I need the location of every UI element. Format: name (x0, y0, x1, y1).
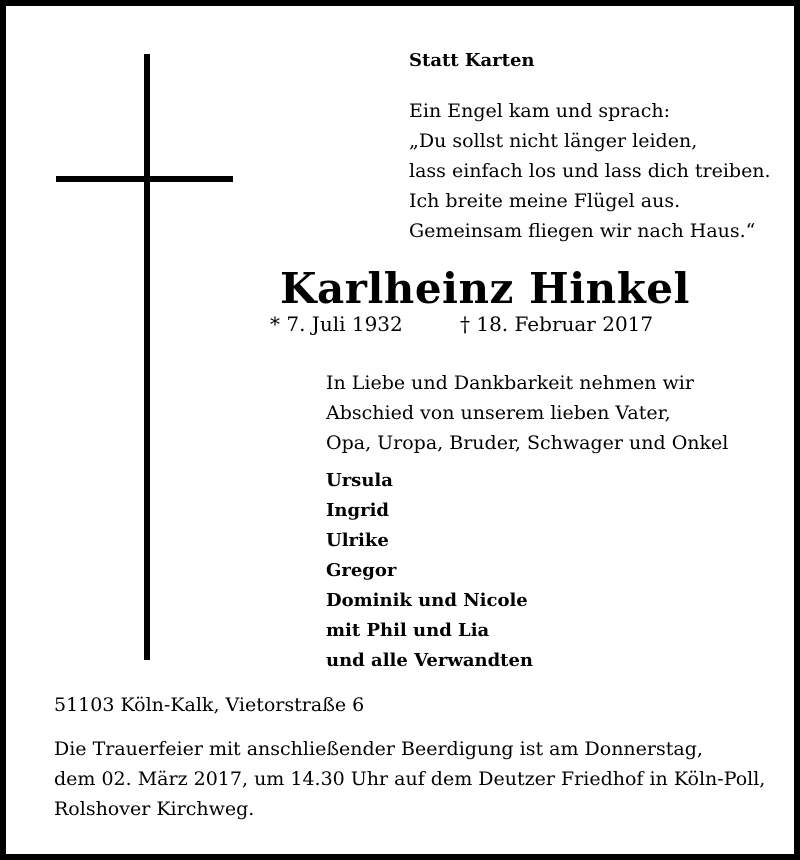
poem-line: lass einfach los und lass dich treiben. (409, 160, 771, 182)
mourner-name: Gregor (326, 560, 397, 581)
farewell-line: Opa, Uropa, Bruder, Schwager und Onkel (326, 432, 729, 454)
ceremony-line: Rolshover Kirchweg. (54, 798, 255, 820)
death-date: † 18. Februar 2017 (460, 312, 654, 336)
poem-line: Gemeinsam fliegen wir nach Haus.“ (409, 220, 756, 242)
poem-line: Ein Engel kam und sprach: (409, 100, 671, 122)
mourner-name: und alle Verwandten (326, 650, 534, 671)
poem-line: Ich breite meine Flügel aus. (409, 190, 681, 212)
ceremony-line: Die Trauerfeier mit anschließender Beerdigung ist am Donnerstag, (54, 738, 703, 760)
mourner-name: Dominik und Nicole (326, 590, 528, 611)
ceremony-info (54, 734, 765, 824)
mourner-name: Ursula (326, 470, 393, 491)
farewell-line: Abschied von unserem lieben Vater, (326, 402, 671, 424)
birth-date: * 7. Juli 1932 (270, 312, 403, 336)
notice-heading: Statt Karten (409, 50, 535, 71)
ceremony-line: dem 02. März 2017, um 14.30 Uhr auf dem Deutzer Friedhof in Köln-Poll, (54, 768, 766, 790)
cross-horizontal-bar (56, 176, 233, 182)
mourner-name: mit Phil und Lia (326, 620, 490, 641)
family-address: 51103 Köln-Kalk, Vietorstraße 6 (54, 694, 365, 716)
mourners-list (326, 466, 533, 676)
mourner-name: Ulrike (326, 530, 389, 551)
cross-vertical-bar (144, 54, 150, 660)
poem (409, 96, 771, 246)
poem-line: „Du sollst nicht länger leiden, (409, 130, 698, 152)
farewell-text (326, 368, 728, 458)
mourner-name: Ingrid (326, 500, 389, 521)
farewell-line: In Liebe und Dankbarkeit nehmen wir (326, 372, 694, 394)
deceased-name: Karlheinz Hinkel (280, 264, 690, 313)
